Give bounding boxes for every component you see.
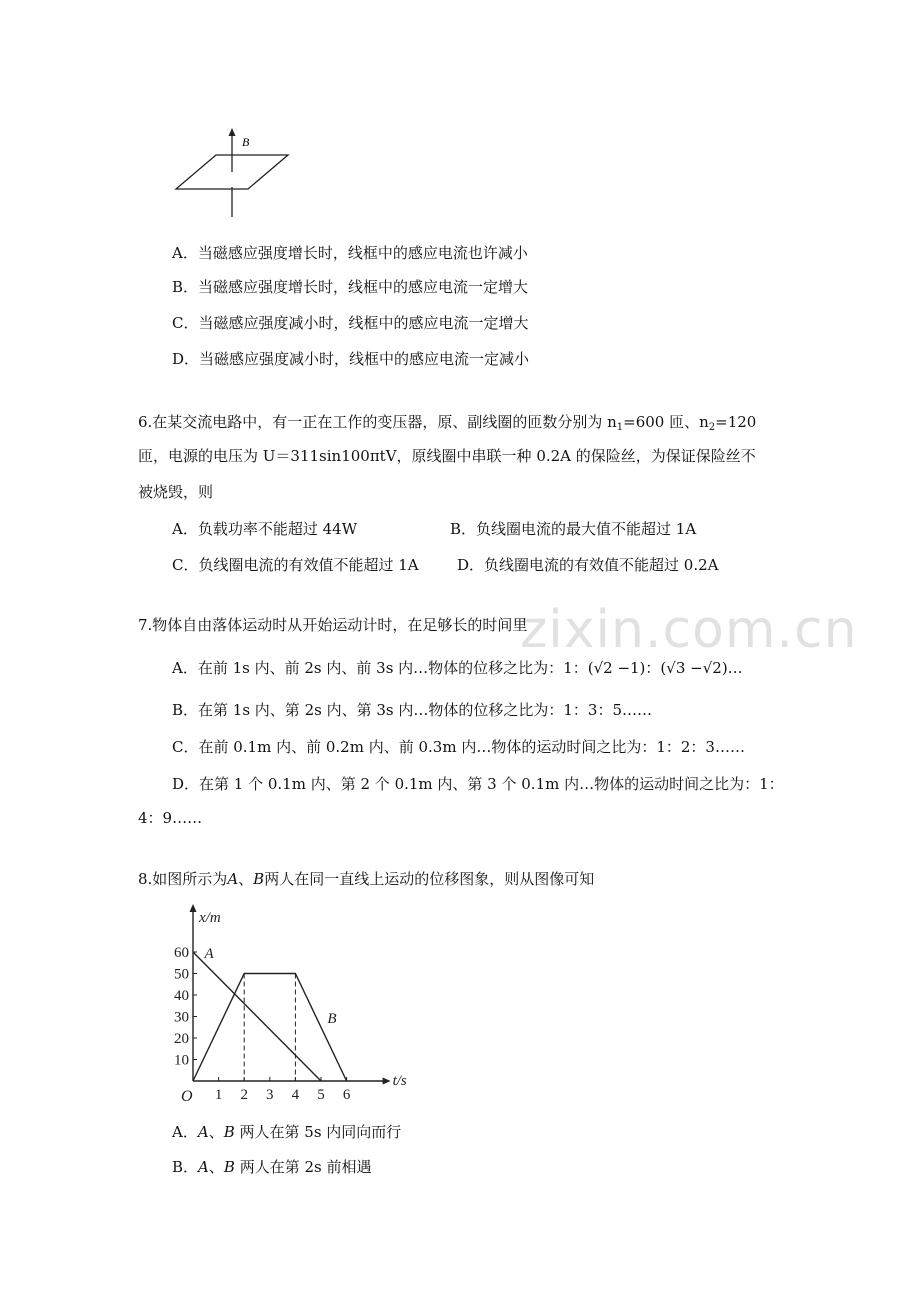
q7-math-1: (√2 −1) bbox=[587, 659, 646, 677]
series-A-label: A bbox=[204, 946, 214, 962]
q8-option-a: A．A、B 两人在第 5s 内同向而行 bbox=[172, 1123, 402, 1141]
q6-option-d: D．负线圈电流的有效值不能超过 0.2A bbox=[457, 556, 719, 574]
position-time-chart bbox=[165, 900, 415, 1110]
series-B-line bbox=[193, 974, 347, 1082]
x-tick-label: 4 bbox=[291, 1087, 300, 1103]
y-axis-arrow bbox=[190, 904, 197, 912]
y-tick-label: 20 bbox=[174, 1031, 189, 1047]
q5-option-b: B．当磁感应强度增长时，线框中的感应电流一定增大 bbox=[172, 278, 529, 296]
q6-stem-line3: 被烧毁，则 bbox=[138, 483, 214, 501]
series-B-label: B bbox=[327, 1010, 337, 1027]
field-label: B bbox=[242, 135, 250, 149]
x-tick-label: 1 bbox=[214, 1087, 223, 1103]
q6-stem-line2: 匝，电源的电压为 U＝311sin100πtV，原线圈中串联一种 0.2A 的保险丝，为保证保险丝不 bbox=[138, 447, 756, 465]
q7-option-b: B．在第 1s 内、第 2s 内、第 3s 内…物体的位移之比为：1：3：5…… bbox=[172, 701, 652, 719]
y-tick-label: 40 bbox=[174, 988, 189, 1004]
series-A-line bbox=[193, 952, 321, 1081]
x-tick-label: 3 bbox=[266, 1087, 274, 1103]
q7-option-a: A．在前 1s 内、前 2s 内、前 3s 内…物体的位移之比为：1：(√2 −1)：(√3 −√2)… bbox=[172, 659, 743, 677]
x-tick-label: 2 bbox=[240, 1087, 248, 1103]
y-tick-label: 10 bbox=[174, 1052, 189, 1069]
y-tick-label: 30 bbox=[174, 1009, 189, 1026]
watermark: zixin.com.cn bbox=[520, 600, 858, 660]
y-tick-label: 60 bbox=[174, 945, 189, 961]
field-arrow-head bbox=[229, 128, 236, 136]
x-axis-label: t/s bbox=[392, 1073, 407, 1089]
q7-option-d-line1: D．在第 1 个 0.1m 内、第 2 个 0.1m 内、第 3 个 0.1m 内…物体的运动时间之比为：1： bbox=[172, 775, 784, 793]
y-axis-label: x/m bbox=[199, 910, 221, 926]
x-tick-label: 5 bbox=[317, 1087, 325, 1103]
origin-label: O bbox=[181, 1088, 193, 1105]
q5-option-c: C．当磁感应强度减小时，线框中的感应电流一定增大 bbox=[172, 314, 529, 332]
q5-option-d: D．当磁感应强度减小时，线框中的感应电流一定减小 bbox=[172, 350, 530, 368]
q7-math-2: (√3 −√2) bbox=[660, 659, 728, 677]
q8-stem: 8.如图所示为A、B两人在同一直线上运动的位移图象，则从图像可知 bbox=[138, 870, 595, 888]
x-tick-label: 6 bbox=[342, 1087, 351, 1103]
magnetic-field-figure bbox=[170, 125, 300, 220]
q7-option-c: C．在前 0.1m 内、前 0.2m 内、前 0.3m 内…物体的运动时间之比为：1：2：3…… bbox=[172, 738, 745, 756]
x-axis-arrow bbox=[383, 1078, 391, 1085]
q6-option-c: C．负线圈电流的有效值不能超过 1A bbox=[172, 556, 419, 574]
q6-option-b: B．负线圈电流的最大值不能超过 1A bbox=[450, 520, 697, 538]
q7-option-d-line2: 4：9…… bbox=[138, 809, 203, 827]
y-tick-label: 50 bbox=[174, 966, 189, 983]
q5-option-a: A．当磁感应强度增长时，线框中的感应电流也许减小 bbox=[172, 244, 528, 262]
q6-option-a: A．负载功率不能超过 44W bbox=[172, 520, 358, 538]
q8-option-b: B．A、B 两人在第 2s 前相遇 bbox=[172, 1158, 372, 1176]
q7-stem: 7.物体自由落体运动时从开始运动计时，在足够长的时间里 bbox=[138, 616, 528, 634]
q6-stem-line1: 6.在某交流电路中，有一正在工作的变压器，原、副线圈的匝数分别为 $n_1=600$ 匝、$n_2=120$ bbox=[138, 413, 757, 433]
